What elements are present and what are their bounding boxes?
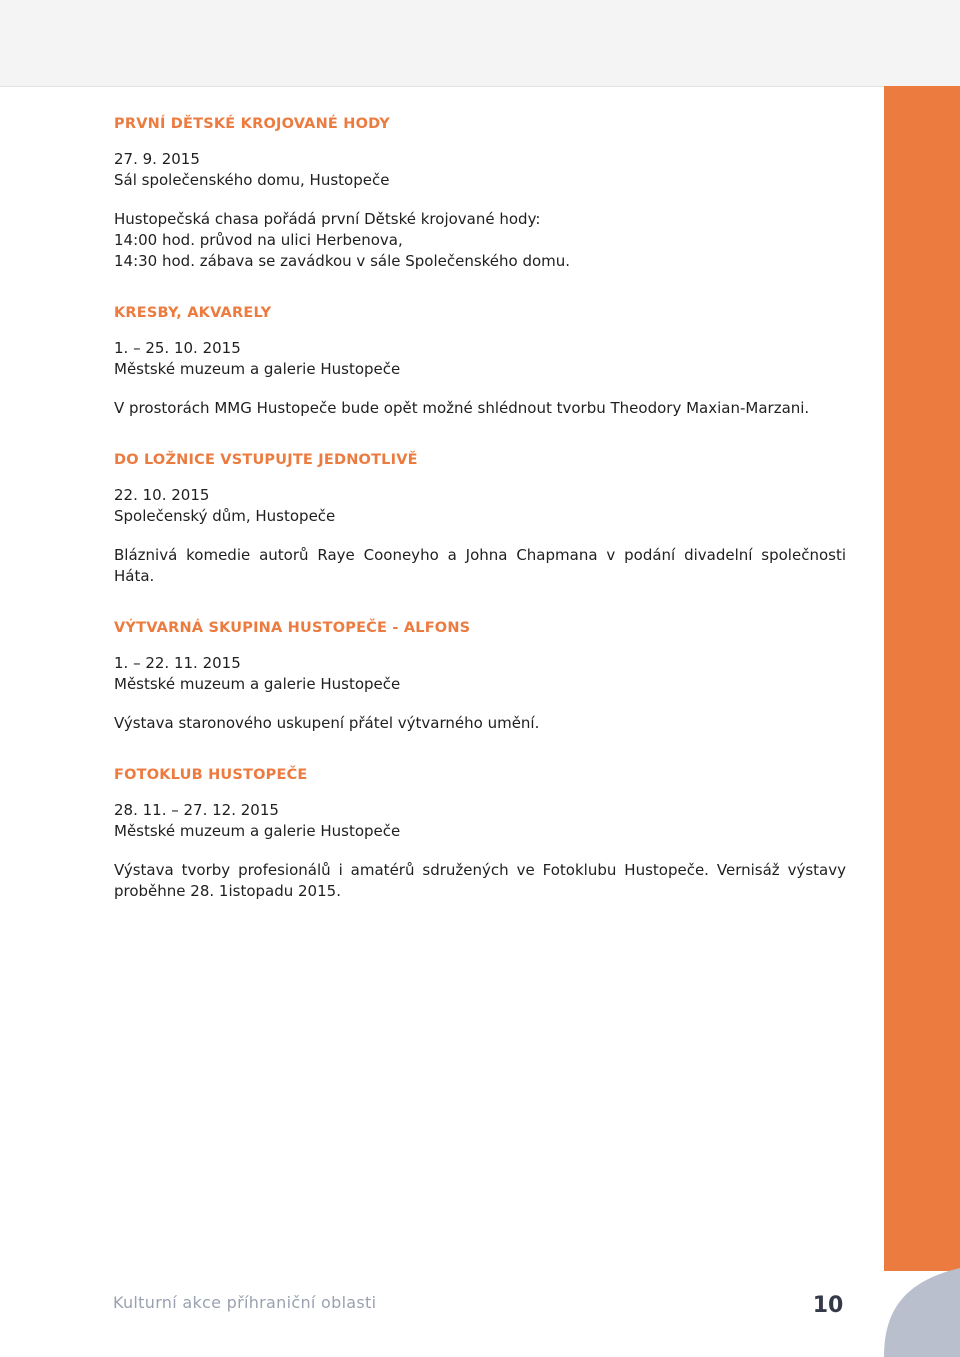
event-date: 28. 11. – 27. 12. 2015 [114, 801, 279, 819]
event-description-line: 14:30 hod. zábava se zavádkou v sále Společenského domu. [114, 252, 571, 270]
footer-title: Kulturní akce příhraniční oblasti [113, 1293, 377, 1312]
event-description-line: 14:00 hod. průvod na ulici Herbenova, [114, 231, 403, 249]
event-title: VÝTVARNÁ SKUPINA HUSTOPEČE - ALFONS [114, 620, 471, 636]
event-description: Výstava tvorby profesionálů i amatérů sdružených ve Fotoklubu Hustopeče. Vernisáž výstavy proběhne 28. 1istopadu 2015. [114, 861, 846, 900]
page-number: 10 [812, 1293, 844, 1318]
event-venue: Městské muzeum a galerie Hustopeče [114, 360, 401, 378]
event-title: PRVNÍ DĚTSKÉ KROJOVANÉ HODY [114, 116, 391, 132]
event-date: 27. 9. 2015 [114, 150, 200, 168]
event-title: FOTOKLUB HUSTOPEČE [114, 767, 308, 783]
event-venue: Společenský dům, Hustopeče [114, 507, 336, 525]
event-description: Bláznivá komedie autorů Raye Cooneyho a Johna Chapmana v podání divadelní společnosti Háta. [114, 546, 846, 585]
event-venue: Sál společenského domu, Hustopeče [114, 171, 390, 189]
footer-swoosh-shape [884, 1268, 960, 1357]
event-date: 1. – 25. 10. 2015 [114, 339, 241, 357]
event-title: KRESBY, AKVARELY [114, 305, 272, 321]
event-description-line: Hustopečská chasa pořádá první Dětské krojované hody: [114, 210, 541, 228]
event-description: Výstava staronového uskupení přátel výtvarného umění. [114, 714, 540, 732]
event-venue: Městské muzeum a galerie Hustopeče [114, 822, 401, 840]
event-date: 22. 10. 2015 [114, 486, 210, 504]
event-description: V prostorách MMG Hustopeče bude opět možné shlédnout tvorbu Theodory Maxian-Marzani. [114, 399, 810, 417]
event-title: DO LOŽNICE VSTUPUJTE JEDNOTLIVĚ [114, 452, 418, 468]
event-venue: Městské muzeum a galerie Hustopeče [114, 675, 401, 693]
event-date: 1. – 22. 11. 2015 [114, 654, 241, 672]
